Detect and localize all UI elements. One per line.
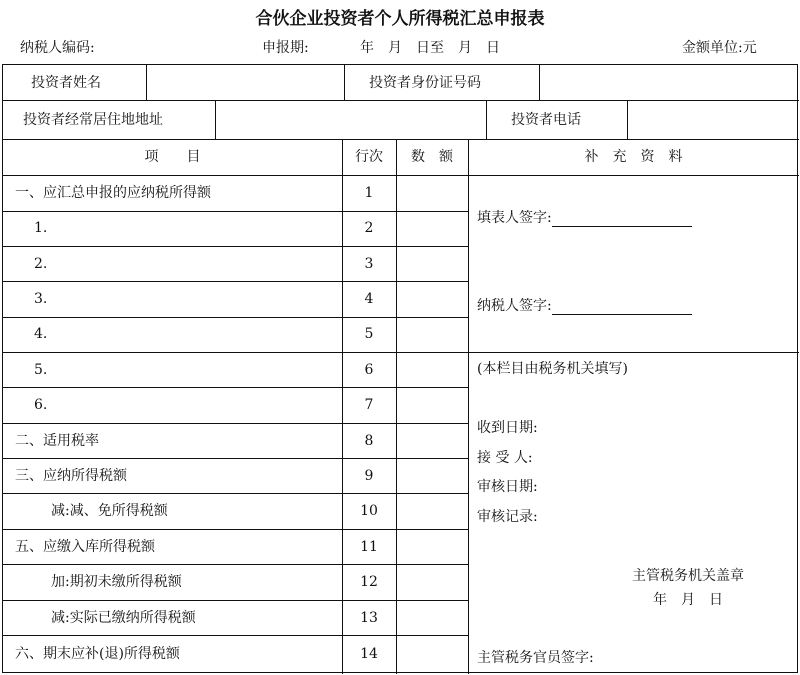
column-header-amount: 数 额 <box>411 149 453 165</box>
review-date-label: 审核日期: <box>477 479 538 495</box>
row-number: 5 <box>364 326 374 342</box>
rule <box>3 529 468 530</box>
row-label: 五、应缴入库所得税额 <box>15 539 155 555</box>
receiver-label: 接 受 人: <box>477 450 533 466</box>
received-date-label: 收到日期: <box>477 420 538 436</box>
rule <box>3 211 468 212</box>
seal-date: 年 月 日 <box>653 592 723 608</box>
row-number: 13 <box>360 610 378 626</box>
row-label: 二、适用税率 <box>15 433 99 449</box>
row-number: 11 <box>360 539 378 555</box>
investor-id-label: 投资者身份证号码 <box>369 75 481 91</box>
form-table <box>2 64 798 673</box>
signature-line <box>552 300 692 315</box>
column-header-line-no: 行次 <box>355 149 383 165</box>
rule <box>539 65 540 100</box>
row-number: 4 <box>364 291 374 307</box>
row-label: 六、期末应补(退)所得税额 <box>15 646 180 662</box>
row-number: 3 <box>364 256 374 272</box>
row-label: 1. <box>34 220 48 236</box>
row-label: 减:减、免所得税额 <box>51 503 168 519</box>
rule <box>3 139 799 140</box>
tax-office-note: (本栏目由税务机关填写) <box>477 361 628 377</box>
officer-signature-label: 主管税务官员签字: <box>477 650 594 666</box>
row-label: 加:期初未缴所得税额 <box>51 574 182 590</box>
rule <box>627 100 628 139</box>
row-number: 14 <box>360 646 378 662</box>
rule <box>486 100 487 139</box>
rule <box>3 246 468 247</box>
period-label: 申报期: <box>262 40 309 56</box>
review-record-label: 审核记录: <box>477 509 538 525</box>
rule <box>3 100 799 101</box>
column-header-item: 项 目 <box>144 149 201 165</box>
rule <box>396 139 397 674</box>
investor-name-label: 投资者姓名 <box>31 75 101 91</box>
rule <box>468 139 469 674</box>
row-label: 一、应汇总申报的应纳税所得额 <box>15 185 211 201</box>
row-label: 5. <box>34 362 48 378</box>
rule <box>3 564 468 565</box>
row-number: 2 <box>364 220 374 236</box>
signature-line <box>552 212 692 227</box>
row-label: 4. <box>34 326 48 342</box>
rule <box>3 352 799 353</box>
row-label: 减:实际已缴纳所得税额 <box>51 610 196 626</box>
form-title: 合伙企业投资者个人所得税汇总申报表 <box>255 9 545 29</box>
investor-address-label: 投资者经常居住地地址 <box>23 112 163 128</box>
rule <box>3 175 799 176</box>
taxpayer-signature-text: 纳税人签字: <box>477 298 552 314</box>
row-number: 1 <box>364 185 374 201</box>
row-label: 3. <box>34 291 48 307</box>
row-number: 10 <box>360 503 378 519</box>
row-number: 7 <box>364 397 374 413</box>
seal-label: 主管税务机关盖章 <box>632 568 744 584</box>
row-number: 12 <box>360 574 378 590</box>
row-label: 2. <box>34 256 48 272</box>
taxpayer-code-label: 纳税人编码: <box>20 40 95 56</box>
rule <box>3 423 468 424</box>
rule <box>3 493 468 494</box>
rule <box>344 65 345 100</box>
row-number: 9 <box>364 468 374 484</box>
row-number: 8 <box>364 433 374 449</box>
rule <box>3 458 468 459</box>
column-header-supplement: 补 充 资 料 <box>584 149 683 165</box>
row-number: 6 <box>364 362 374 378</box>
rule <box>3 635 468 636</box>
rule <box>3 281 468 282</box>
rule <box>146 65 147 100</box>
row-label: 6. <box>34 397 48 413</box>
rule <box>3 317 468 318</box>
unit-label: 金额单位:元 <box>682 40 757 56</box>
investor-phone-label: 投资者电话 <box>511 112 581 128</box>
row-label: 三、应纳所得税额 <box>15 468 127 484</box>
period-value: 年 月 日至 月 日 <box>360 40 500 56</box>
rule <box>215 100 216 139</box>
filler-signature-text: 填表人签字: <box>477 210 552 226</box>
rule <box>3 387 468 388</box>
filler-signature-label <box>477 209 692 227</box>
taxpayer-signature-label <box>477 297 692 315</box>
rule <box>3 600 468 601</box>
